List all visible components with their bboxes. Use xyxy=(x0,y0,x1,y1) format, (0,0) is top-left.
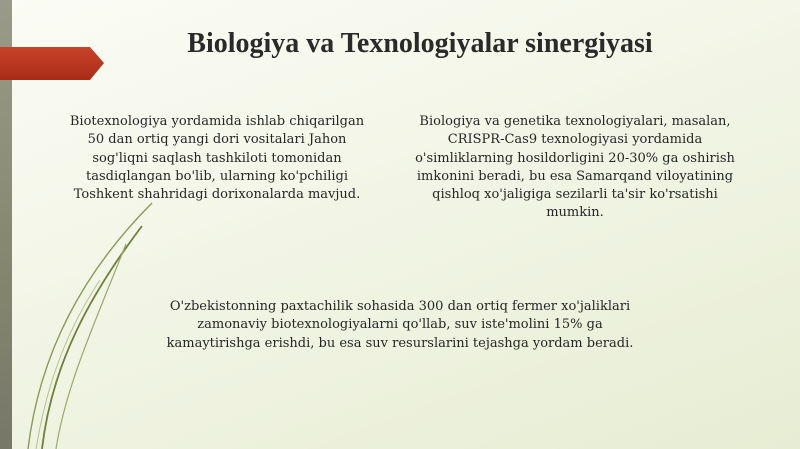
side-bar xyxy=(0,0,12,449)
right-text-block xyxy=(385,113,765,223)
text-line: Biotexnologiya yordamida ishlab chiqarilgan xyxy=(69,114,365,129)
slide-title: Biologiya va Texnologiyalar sinergiyasi xyxy=(187,28,653,59)
text-line: mumkin. xyxy=(546,205,604,221)
text-line: O'zbekistonning paxtachilik sohasida 300 dan ortiq fermer xo'jaliklari xyxy=(169,299,631,314)
text-line: tasdiqlangan bo'lib, ularning ko'pchiligi xyxy=(86,168,348,184)
text-line: imkonini beradi, bu esa Samarqand viloyatining xyxy=(416,168,734,184)
text-line: kamaytirishga erishdi, bu esa suv resurslarini tejashga yordam beradi. xyxy=(166,335,634,351)
text-line: Toshkent shahridagi dorixonalarda mavjud. xyxy=(73,187,361,202)
text-line: zamonaviy biotexnologiyalarni qo'llab, suv iste'molini 15% ga xyxy=(197,317,603,333)
text-line: o'simliklarning hosildorligini 20-30% ga oshirish xyxy=(415,150,735,166)
left-text-block xyxy=(37,113,397,204)
text-line: sog'liqni saqlash tashkiloti tomonidan xyxy=(92,150,342,166)
text-line: 50 dan ortiq yangi dori vositalari Jahon xyxy=(87,132,347,148)
decorative-curve xyxy=(36,280,100,449)
text-line: CRISPR-Cas9 texnologiyasi yordamida xyxy=(447,132,703,148)
text-line: qishloq xo'jaligiga sezilarli ta'sir ko'rsatishi xyxy=(432,187,718,202)
text-line: Biologiya va genetika texnologiyalari, masalan, xyxy=(419,114,731,129)
bottom-text-block xyxy=(100,298,700,353)
